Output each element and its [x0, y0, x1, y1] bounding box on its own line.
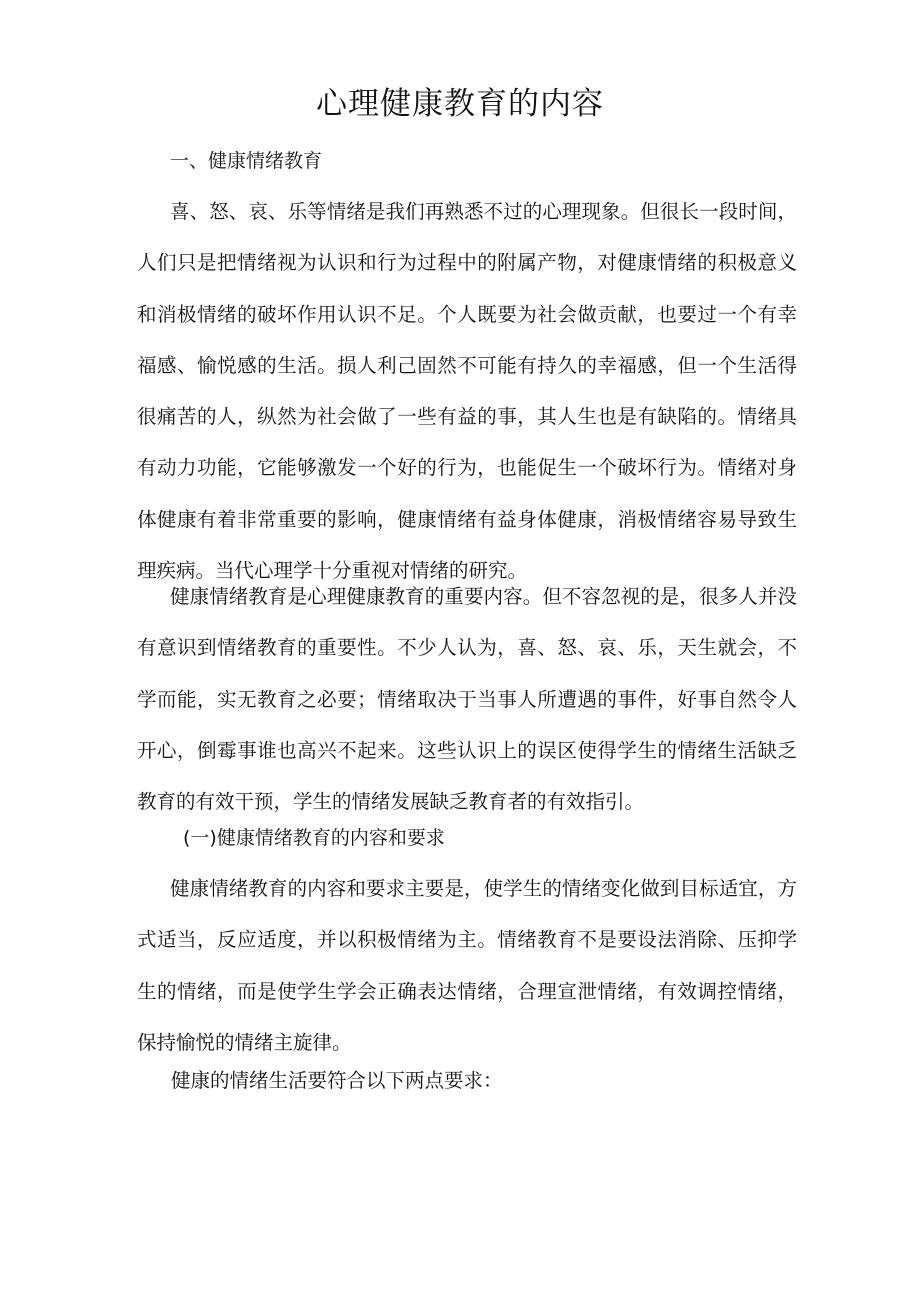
paragraph-emotion-importance: 喜、怒、哀、乐等情绪是我们再熟悉不过的心理现象。但很长一段时间，人们只是把情绪视为认识和行为过程中的附属产物，对健康情绪的积极意义和消极情绪的破坏作用认识不足。个人既要为社会做贡献，也要过一个有幸福感、愉悦感的生活。损人利己固然不可能有持久的幸福感，但一个生活得很痛苦的人，纵然为社会做了一些有益的事，其人生也是有缺陷的。情绪具有动力功能，它能够激发一个好的行为，也能促生一个破坏行为。情绪对身体健康有着非常重要的影响，健康情绪有益身体健康，消极情绪容易导致生理疾病。当代心理学十分重视对情绪的研究。 — [137, 200, 797, 583]
paragraph-emotion-education-misconceptions: 健康情绪教育是心理健康教育的重要内容。但不容忽视的是，很多人并没有意识到情绪教育的重要性。不少人认为，喜、怒、哀、乐，天生就会，不学而能，实无教育之必要；情绪取决于当事人所遭遇的事件，好事自然令人开心，倒霉事谁也高兴不起来。这些认识上的误区使得学生的情绪生活缺乏教育的有效干预，学生的情绪发展缺乏教育者的有效指引。 — [137, 585, 797, 814]
section-heading-healthy-emotion-education: 一、健康情绪教育 — [170, 150, 323, 172]
paragraph-two-requirements-intro: 健康的情绪生活要符合以下两点要求： — [171, 1069, 503, 1092]
subsection-heading-content-and-requirements: (一)健康情绪教育的内容和要求 — [183, 827, 445, 849]
paragraph-content-and-requirements: 健康情绪教育的内容和要求主要是，使学生的情绪变化做到目标适宜，方式适当，反应适度，并以积极情绪为主。情绪教育不是要设法消除、压抑学生的情绪，而是使学生学会正确表达情绪，合理宣泄情绪，有效调控情绪，保持愉悦的情绪主旋律。 — [137, 877, 797, 1054]
document-title: 心理健康教育的内容 — [316, 86, 604, 122]
